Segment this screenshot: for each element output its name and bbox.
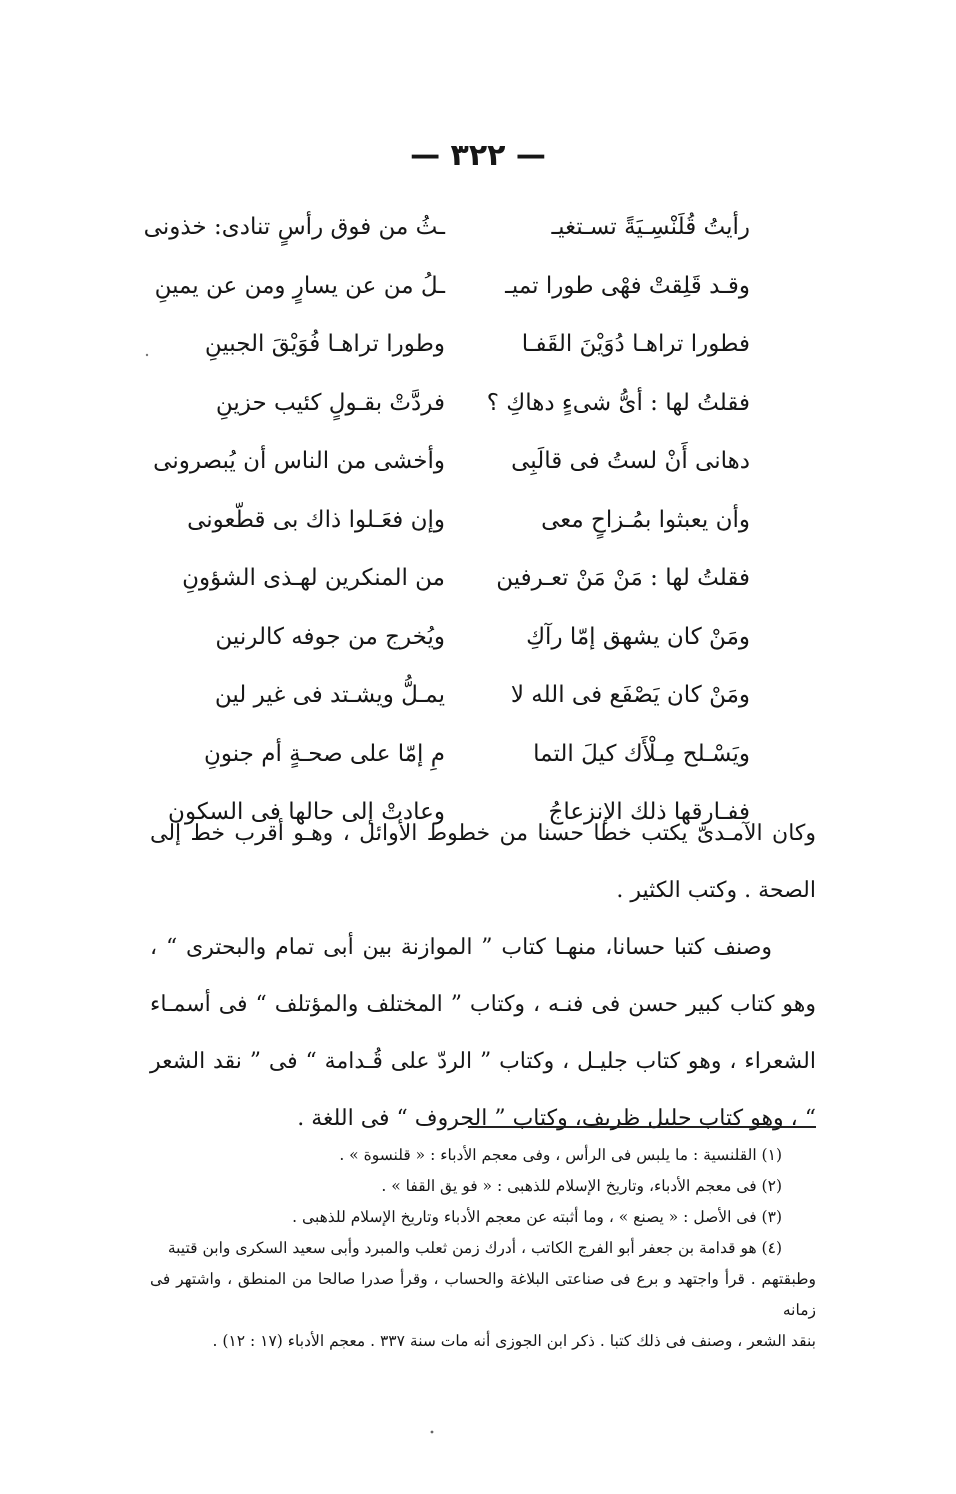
page-number: — ٣٢٢ — [410,138,546,173]
verse-line [182,549,750,608]
verse-line [190,666,750,725]
verse-line [143,198,750,257]
verse-first-hemistich: ويَسْـلح مِـلْأَك كيلَ التما [533,740,750,767]
footnote-separator [468,1126,816,1128]
verse-second-hemistich: ـلُ من عن يسارٍ ومن عن يمينِ [154,272,445,299]
verse-first-hemistich: فقلتُ لها : مَنْ مَنْ تعـرفين [496,565,750,592]
verse-first-hemistich: فطورا تراهـا دُوَيْنَ القَفـا [521,331,750,358]
verse-second-hemistich: ويُخرج من جوفه كالرنين [215,623,445,650]
paragraph: وكان الآمـدىّ يكتب خطا حسنا من خطوط الأوائل ، وهـو أقرب خط إلى الصحة . وكتب الكثير . [150,821,816,903]
footnote: (٣) فى الأصل : « يصنع » ، وما أثبته عن معجم الأدباء وتاريخ الإسلام للذهبى . [292,1208,782,1226]
verse-line [190,608,750,667]
verse-second-hemistich: فردَّتْ بقـولٍ كئيب حزينِ [215,389,445,416]
verse-line [190,725,750,784]
footnotes [150,1140,816,1357]
verse-first-hemistich: رأيتُ قُلَنْسِـيَةً تسـتغيـ [551,214,750,241]
verse-first-hemistich: وقـد قَلِقتْ فهْى طورا تميـ [505,272,750,299]
verse-line [153,432,750,491]
verse-line [187,491,750,550]
verse-second-hemistich: وإن فعَـلوا ذاك بى قطّعونى [187,506,445,533]
verse-first-hemistich: ففـارقها ذلك الإنزعاجُ [548,799,750,826]
verse-second-hemistich: ـثُ من فوق رأسٍ تنادى: خذونى [143,214,445,241]
footnote: (٤) هو قدامة بن جعفر أبو الفرج الكاتب ، أدرك زمن ثعلب والمبرد وأبى سعيد السكرى وابن قتيبة [167,1239,782,1257]
verse-first-hemistich: ومَنْ كان يَصْفَع فى الله لا [510,682,750,709]
verse-first-hemistich: فقلتُ لها : أىُّ شىءٍ دهاكِ ؟ [486,389,750,416]
verse-second-hemistich: يمـلُّ ويشـتد فى غير لين [214,682,445,709]
verse-line [190,374,750,433]
footnote-continuation: بنقد الشعر ، وصنف فى ذلك كتبا . ذكر ابن الجوزى أنه مات سنة ٣٣٧ . معجم الأدباء (١٧ : ١٢) . [212,1332,816,1350]
footnote: (١) القلنسية : ما يلبس فى الرأس ، وفى معجم الأدباء : « قلنسوة » . [339,1146,782,1164]
footnote: (٢) فى معجم الأدباء، وتاريخ الإسلام للذهبى : « فو يق القفا » . [381,1177,782,1195]
verse-first-hemistich: وأن يعبثوا بمُـزاحٍ معى [541,506,750,533]
verse-first-hemistich: ومَنْ كان يشهق إمّا رآكِ [526,623,750,650]
paragraph: وصنف كتبا حسانا، منهـا كتاب ” الموازنة بين أبى تمام والبحترى “ ، وهو كتاب كبير حسن فى فنـه ، وكتاب ” المختلف والمؤتلف “ فى أسمـاء الشعراء ، وهو كتاب جليـل ، وكتاب ” الردّ على قُـدامة “ فى ” نقد الشعر “ ، وهو كتاب جليل ظريف، وكتاب ” الحروف “ فى اللغة . [150,935,816,1131]
verse-second-hemistich: وعادتْ إلى حالها فى السكون [168,799,445,826]
footnote-continuation: وطبقتهم . قرأ واجتهد و برع فى صناعتى البلاغة والحساب ، وقرأ صدرا صالحا من المنطق ، واشتهر فى زمانه [150,1270,816,1319]
verse-first-hemistich: دهانى أَنْ لستُ فى قالَبِى [511,448,750,475]
verse-second-hemistich: من المنكرين لهـذى الشؤونِ [182,565,445,592]
verse-line [154,257,750,316]
verse-second-hemistich: وطورا تراهـا فُوَيْقَ الجبينِ [204,331,445,358]
prose-body [150,805,816,1147]
verse-line [190,315,750,374]
verse-second-hemistich: مِ إمّا على صحـةٍ أم جنونِ [203,740,445,767]
poem [143,198,750,842]
verse-second-hemistich: وأخشى من الناس أن يُبصرونى [153,448,445,475]
